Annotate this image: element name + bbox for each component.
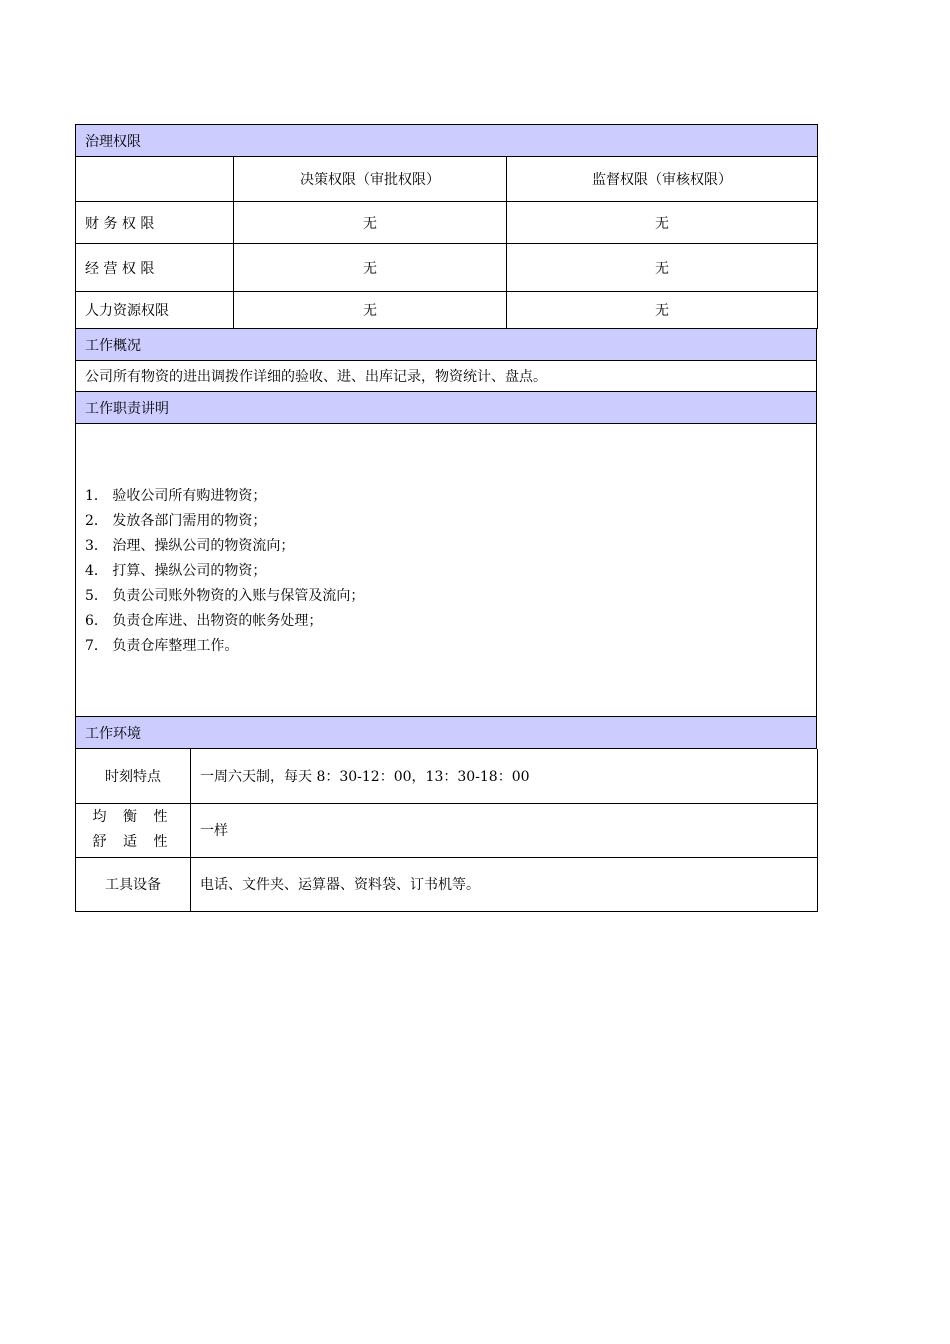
- authority-corner-cell: [76, 157, 234, 202]
- hr-decision-value: 无: [234, 292, 507, 329]
- list-item: 5． 负责公司账外物资的入账与保管及流向；: [85, 588, 365, 604]
- balance-comfort-label: [76, 803, 191, 857]
- list-item: 6． 负责仓库进、出物资的帐务处理；: [85, 613, 323, 629]
- environment-header-row: [76, 717, 817, 749]
- operations-supervision-value: 无: [507, 244, 818, 292]
- overview-header-row: [76, 329, 817, 361]
- authority-table: [75, 124, 818, 329]
- table-row: [76, 202, 818, 244]
- table-row: [76, 244, 818, 292]
- list-item: 1． 验收公司所有购进物资；: [85, 488, 267, 504]
- list-item: 7． 负责仓库整理工作。: [85, 638, 239, 654]
- table-row: [76, 803, 818, 857]
- comfort-label: 舒 适 性: [92, 834, 174, 850]
- authority-section-header: 治理权限: [76, 125, 818, 157]
- duties-section-header: 工作职责讲明: [76, 392, 817, 424]
- list-item: 3． 治理、操纵公司的物资流向；: [85, 538, 295, 554]
- finance-authority-label: 财 务 权 限: [76, 202, 234, 244]
- overview-section-header: 工作概况: [76, 329, 817, 361]
- table-row: [76, 749, 818, 803]
- tools-equipment-value: 电话、文件夹、运算器、资料袋、订书机等。: [191, 857, 818, 911]
- operations-decision-value: 无: [234, 244, 507, 292]
- table-row: [76, 292, 818, 329]
- job-description-document: [75, 124, 817, 912]
- overview-row: [76, 361, 817, 392]
- supervision-authority-header: 监督权限（审核权限）: [507, 157, 818, 202]
- decision-authority-header: 决策权限（审批权限）: [234, 157, 507, 202]
- time-characteristics-label: 时刻特点: [76, 749, 191, 803]
- time-characteristics-value: 一周六天制，每天 8：30-12：00，13：30-18：00: [191, 749, 818, 803]
- duties-list: [85, 484, 807, 659]
- duties-row: [76, 424, 817, 717]
- environment-table: [75, 749, 818, 912]
- operations-authority-label: 经 营 权 限: [76, 244, 234, 292]
- authority-columns-row: [76, 157, 818, 202]
- list-item: 2． 发放各部门需用的物资；: [85, 513, 267, 529]
- authority-header-row: [76, 125, 818, 157]
- finance-supervision-value: 无: [507, 202, 818, 244]
- overview-duties-table: [75, 329, 817, 749]
- duties-header-row: [76, 392, 817, 424]
- tools-equipment-label: 工具设备: [76, 857, 191, 911]
- balance-label: 均 衡 性: [92, 809, 174, 825]
- hr-authority-label: 人力资源权限: [76, 292, 234, 329]
- duties-cell: [76, 424, 817, 717]
- overview-text: 公司所有物资的进出调拨作详细的验收、进、出库记录，物资统计、盘点。: [76, 361, 817, 392]
- hr-supervision-value: 无: [507, 292, 818, 329]
- balance-comfort-value: 一样: [191, 803, 818, 857]
- list-item: 4． 打算、操纵公司的物资；: [85, 563, 267, 579]
- finance-decision-value: 无: [234, 202, 507, 244]
- table-row: [76, 857, 818, 911]
- environment-section-header: 工作环境: [76, 717, 817, 749]
